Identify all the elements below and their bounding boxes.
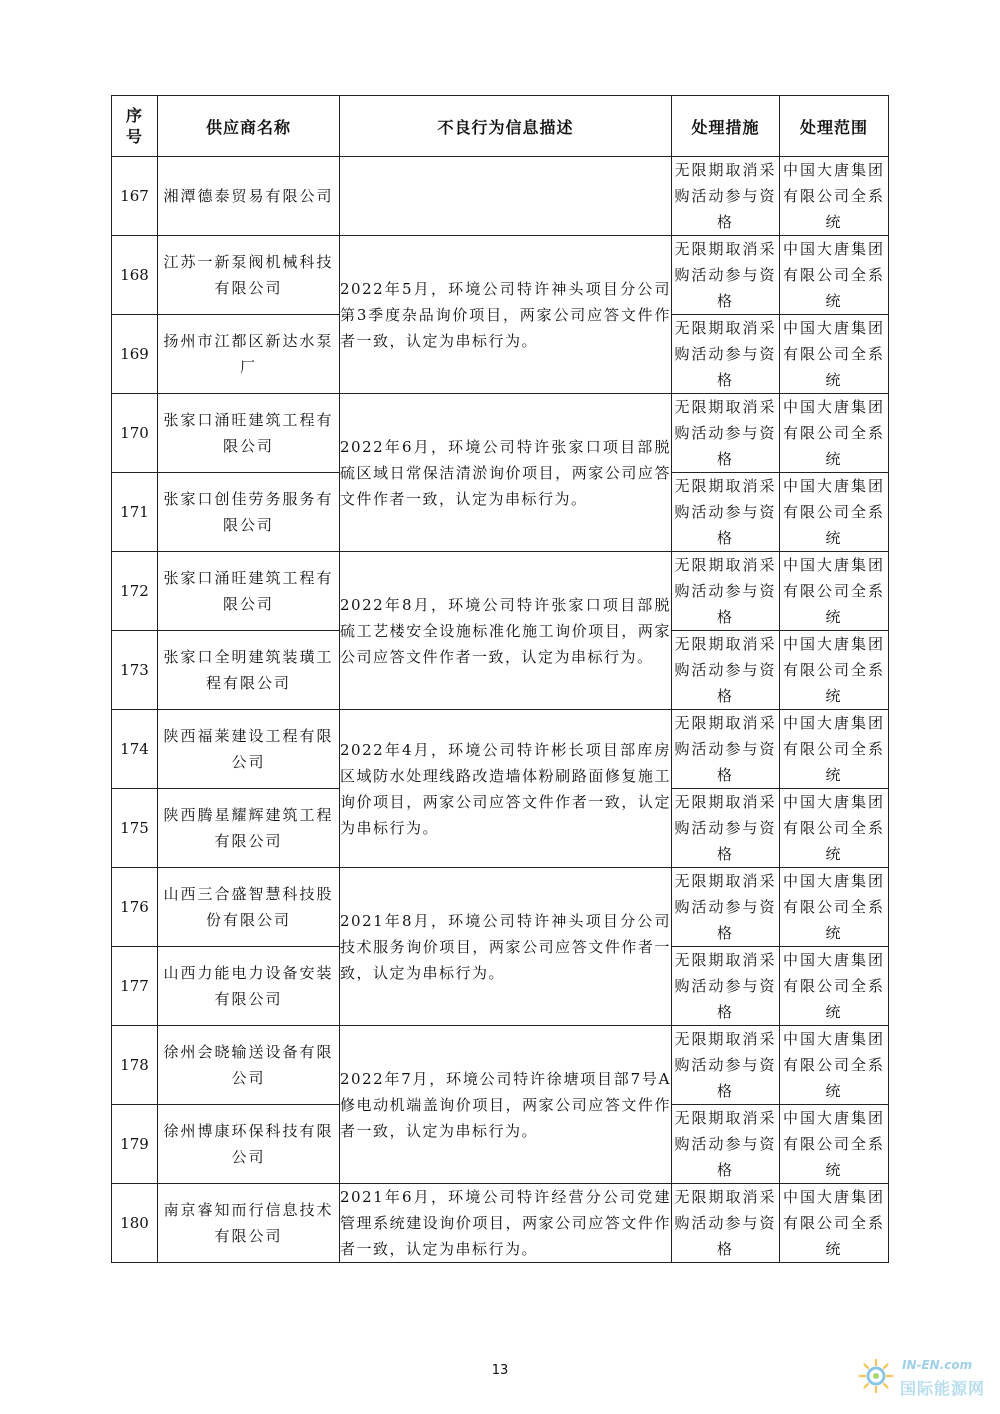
supplier-name: 扬州市江都区新达水泵厂 <box>158 315 340 394</box>
row-number: 170 <box>112 394 158 473</box>
table-row <box>112 394 889 473</box>
handling-measure: 无限期取消采购活动参与资格 <box>672 473 780 552</box>
table-row <box>112 868 889 947</box>
handling-measure: 无限期取消采购活动参与资格 <box>672 868 780 947</box>
supplier-name: 山西力能电力设备安装有限公司 <box>158 947 340 1026</box>
supplier-name: 陕西福莱建设工程有限公司 <box>158 710 340 789</box>
watermark-cn: 国际能源网 <box>900 1379 986 1398</box>
handling-scope: 中国大唐集团有限公司全系统 <box>780 236 889 315</box>
header-no-line-2: 号 <box>125 127 143 146</box>
row-number: 167 <box>112 157 158 236</box>
handling-measure: 无限期取消采购活动参与资格 <box>672 236 780 315</box>
handling-scope: 中国大唐集团有限公司全系统 <box>780 868 889 947</box>
handling-scope: 中国大唐集团有限公司全系统 <box>780 157 889 236</box>
penalty-table <box>111 95 889 1263</box>
handling-scope: 中国大唐集团有限公司全系统 <box>780 1026 889 1105</box>
row-number: 180 <box>112 1184 158 1263</box>
misconduct-description: 2021年6月，环境公司特许经营分公司党建管理系统建设询价项目，两家公司应答文件作者一致，认定为串标行为。 <box>340 1184 672 1263</box>
page-number: 13 <box>491 1363 509 1378</box>
row-number: 169 <box>112 315 158 394</box>
handling-measure: 无限期取消采购活动参与资格 <box>672 394 780 473</box>
row-number: 176 <box>112 868 158 947</box>
row-number: 179 <box>112 1105 158 1184</box>
handling-measure: 无限期取消采购活动参与资格 <box>672 315 780 394</box>
table-row <box>112 236 889 315</box>
supplier-name: 张家口创佳劳务服务有限公司 <box>158 473 340 552</box>
header-description: 不良行为信息描述 <box>340 96 672 157</box>
table-row <box>112 157 889 236</box>
table-row <box>112 1184 889 1263</box>
supplier-name: 南京睿知而行信息技术有限公司 <box>158 1184 340 1263</box>
row-number: 173 <box>112 631 158 710</box>
header-no-line-1: 序 <box>125 106 143 125</box>
supplier-name: 张家口涌旺建筑工程有限公司 <box>158 394 340 473</box>
header-measure: 处理措施 <box>672 96 780 157</box>
handling-scope: 中国大唐集团有限公司全系统 <box>780 1105 889 1184</box>
supplier-name: 张家口涌旺建筑工程有限公司 <box>158 552 340 631</box>
handling-scope: 中国大唐集团有限公司全系统 <box>780 552 889 631</box>
handling-scope: 中国大唐集团有限公司全系统 <box>780 315 889 394</box>
misconduct-description: 2022年7月，环境公司特许徐塘项目部7号A修电动机端盖询价项目，两家公司应答文件作者一致，认定为串标行为。 <box>340 1026 672 1184</box>
table-header-row <box>112 96 889 157</box>
handling-scope: 中国大唐集团有限公司全系统 <box>780 947 889 1026</box>
table-row <box>112 552 889 631</box>
sun-logo-icon <box>858 1358 894 1394</box>
handling-scope: 中国大唐集团有限公司全系统 <box>780 394 889 473</box>
handling-measure: 无限期取消采购活动参与资格 <box>672 157 780 236</box>
misconduct-description: 2021年8月，环境公司特许神头项目分公司技术服务询价项目，两家公司应答文件作者一致，认定为串标行为。 <box>340 868 672 1026</box>
supplier-name: 徐州会晓输送设备有限公司 <box>158 1026 340 1105</box>
header-supplier: 供应商名称 <box>158 96 340 157</box>
handling-measure: 无限期取消采购活动参与资格 <box>672 789 780 868</box>
table-row <box>112 1026 889 1105</box>
supplier-name: 张家口全明建筑装璜工程有限公司 <box>158 631 340 710</box>
handling-measure: 无限期取消采购活动参与资格 <box>672 710 780 789</box>
misconduct-description: 2022年5月，环境公司特许神头项目分公司第3季度杂品询价项目，两家公司应答文件作者一致，认定为串标行为。 <box>340 236 672 394</box>
misconduct-description <box>340 157 672 236</box>
handling-scope: 中国大唐集团有限公司全系统 <box>780 710 889 789</box>
supplier-name: 湘潭德泰贸易有限公司 <box>158 157 340 236</box>
handling-measure: 无限期取消采购活动参与资格 <box>672 1026 780 1105</box>
handling-scope: 中国大唐集团有限公司全系统 <box>780 1184 889 1263</box>
handling-measure: 无限期取消采购活动参与资格 <box>672 552 780 631</box>
row-number: 178 <box>112 1026 158 1105</box>
table-row <box>112 710 889 789</box>
header-no <box>112 96 158 157</box>
misconduct-description: 2022年4月，环境公司特许彬长项目部库房区域防水处理线路改造墙体粉刷路面修复施工询价项目，两家公司应答文件作者一致，认定为串标行为。 <box>340 710 672 868</box>
handling-scope: 中国大唐集团有限公司全系统 <box>780 789 889 868</box>
handling-measure: 无限期取消采购活动参与资格 <box>672 947 780 1026</box>
handling-scope: 中国大唐集团有限公司全系统 <box>780 631 889 710</box>
row-number: 174 <box>112 710 158 789</box>
handling-measure: 无限期取消采购活动参与资格 <box>672 1105 780 1184</box>
handling-measure: 无限期取消采购活动参与资格 <box>672 1184 780 1263</box>
supplier-name: 陕西腾星耀辉建筑工程有限公司 <box>158 789 340 868</box>
row-number: 172 <box>112 552 158 631</box>
supplier-name: 山西三合盛智慧科技股份有限公司 <box>158 868 340 947</box>
misconduct-description: 2022年8月，环境公司特许张家口项目部脱硫工艺楼安全设施标准化施工询价项目，两家公司应答文件作者一致，认定为串标行为。 <box>340 552 672 710</box>
header-scope: 处理范围 <box>780 96 889 157</box>
row-number: 171 <box>112 473 158 552</box>
row-number: 168 <box>112 236 158 315</box>
misconduct-description: 2022年6月，环境公司特许张家口项目部脱硫区域日常保洁清淤询价项目，两家公司应答文件作者一致，认定为串标行为。 <box>340 394 672 552</box>
supplier-name: 徐州博康环保科技有限公司 <box>158 1105 340 1184</box>
handling-scope: 中国大唐集团有限公司全系统 <box>780 473 889 552</box>
watermark <box>858 1356 993 1404</box>
row-number: 175 <box>112 789 158 868</box>
watermark-en: IN-EN.com <box>902 1358 973 1372</box>
supplier-name: 江苏一新泵阀机械科技有限公司 <box>158 236 340 315</box>
handling-measure: 无限期取消采购活动参与资格 <box>672 631 780 710</box>
row-number: 177 <box>112 947 158 1026</box>
